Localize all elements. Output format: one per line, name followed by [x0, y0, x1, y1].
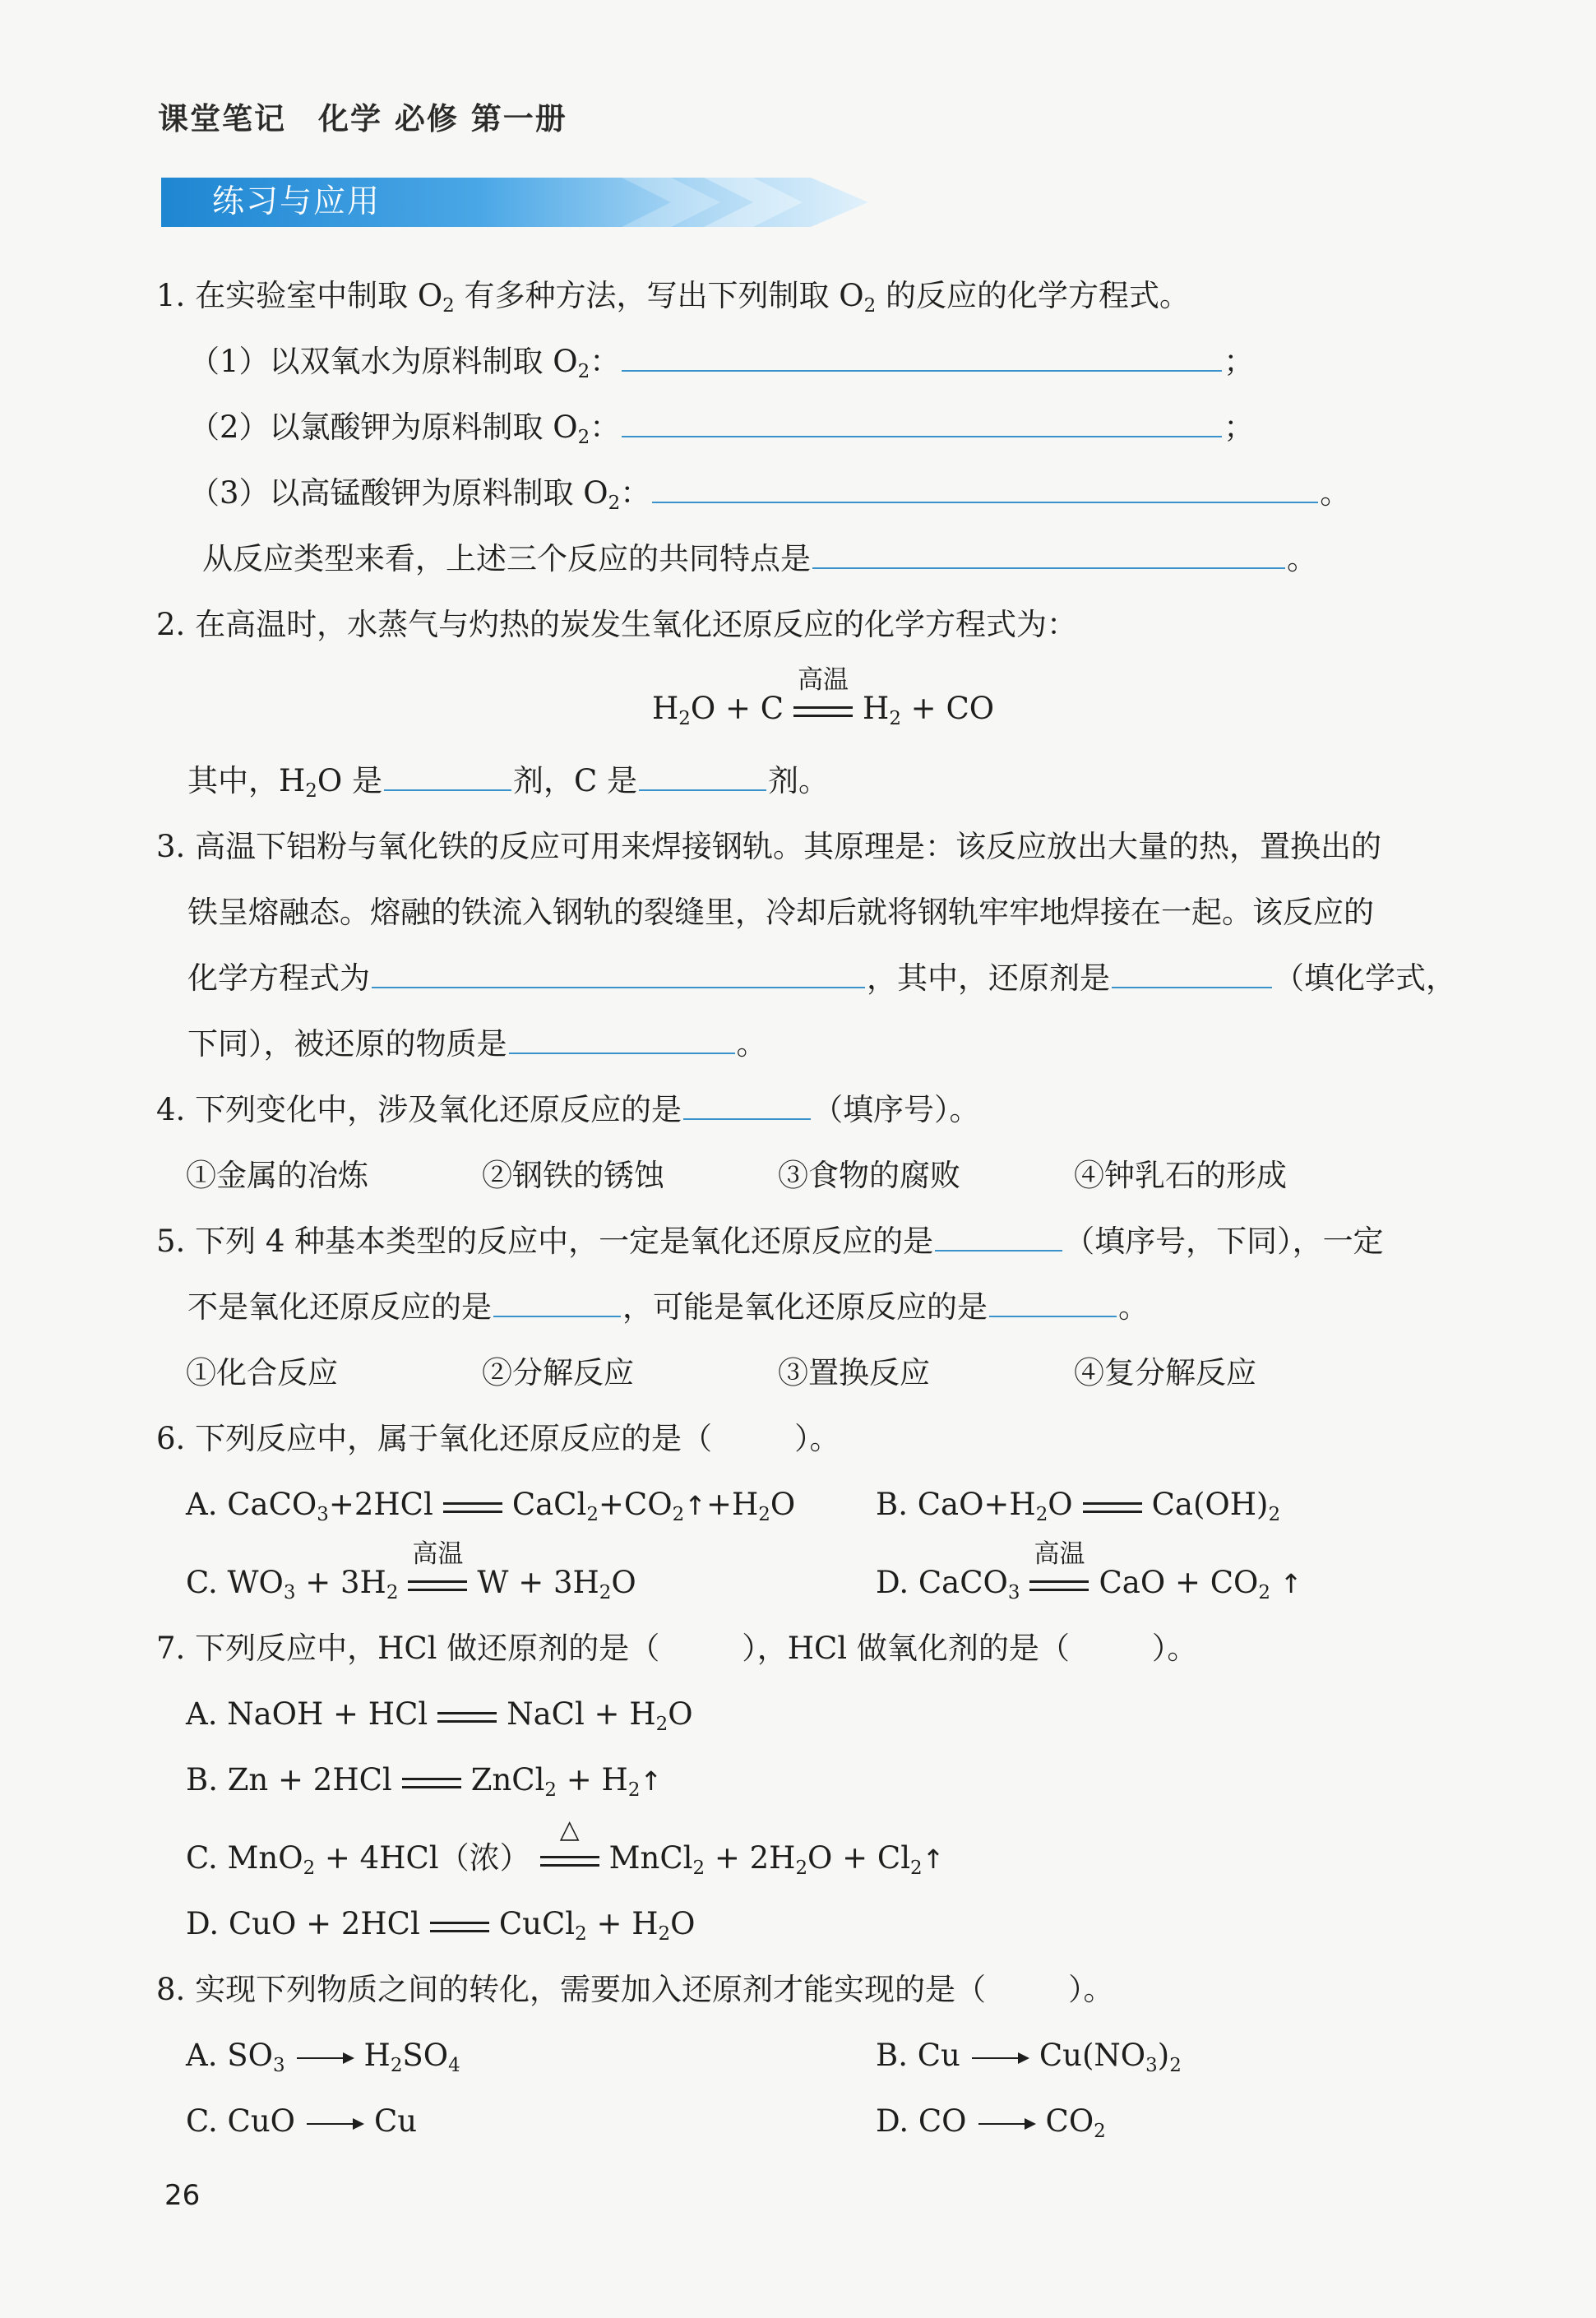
q5-option-4: ④复分解反应 — [1074, 1355, 1256, 1390]
page-number: 26 — [164, 2179, 201, 2212]
q3-line-1: 3. 高温下铝粉与氧化铁的反应可用来焊接钢轨。其原理是：该反应放出大量的热，置换出的 — [156, 829, 1382, 864]
equals-sign — [440, 1495, 506, 1520]
q6-option-b: B. $CaO+H_2O$ $Ca(OH)_2$ — [876, 1487, 1281, 1525]
q7-option-c: C. MnO$_2$ + 4HCl（浓） △ MnCl$_2$ + $2H_2O$ + $Cl_2↑$ — [186, 1814, 945, 1879]
equals-sign-heat — [537, 1814, 603, 1873]
q5-option-3: ③置换反应 — [778, 1355, 930, 1390]
q1-blank-4[interactable] — [812, 534, 1285, 569]
reaction-arrow-icon — [969, 2050, 1031, 2066]
q2-blank-2[interactable] — [639, 756, 766, 791]
gas-arrow-icon: ↑ — [684, 1490, 706, 1521]
gas-arrow-icon: ↑ — [1279, 1568, 1302, 1599]
q1-blank-3[interactable] — [652, 469, 1318, 503]
equals-sign — [399, 1770, 465, 1795]
q4-option-4: ④钟乳石的形成 — [1074, 1158, 1287, 1193]
q3-line-2: 铁呈熔融态。熔融的铁流入钢轨的裂缝里，冷却后就将钢轨牢牢地焊接在一起。该反应的 — [187, 895, 1374, 930]
q3-blank-reduced[interactable] — [509, 1020, 735, 1054]
q7-option-d: D. CuO + 2HCl CuCl$_2$ + $H_2O$ — [186, 1906, 696, 1945]
q8-option-a: A. $SO_3$ $H_2SO_4$ — [186, 2038, 460, 2076]
q4-option-2: ②钢铁的锈蚀 — [482, 1158, 664, 1193]
q1-stem: 1. 在实验室中制取 $O_2$ 有多种方法，写出下列制取 $O_2$ 的反应的化学方程式。 — [156, 278, 1190, 317]
q5-line-2: 不是氧化还原反应的是 ，可能是氧化还原反应的是 。 — [187, 1283, 1149, 1332]
reaction-arrow-icon — [303, 2116, 366, 2132]
equals-sign — [1080, 1495, 1145, 1520]
equals-sign-high-temp: 高温 — [1026, 1573, 1092, 1598]
q1-part2: （2）以氯酸钾为原料制取 $O_2$： ； — [189, 403, 1254, 452]
equals-sign-high-temp: 高温 — [790, 699, 856, 724]
q2-blank-1[interactable] — [384, 756, 511, 791]
q3-blank-reductant[interactable] — [1112, 954, 1272, 988]
reaction-arrow-icon — [975, 2116, 1038, 2132]
q4-stem: 4. 下列变化中，涉及氧化还原反应的是 （填序号）。 — [156, 1085, 980, 1135]
q8-stem: 8. 实现下列物质之间的转化，需要加入还原剂才能实现的是（ ）。 — [156, 1972, 1114, 2007]
q1-part3: （3）以高锰酸钾为原料制取 $O_2$： 。 — [189, 469, 1350, 518]
q1-blank-1[interactable] — [622, 337, 1222, 372]
q8-option-c: C. CuO Cu — [186, 2103, 418, 2139]
q7-stem: 7. 下列反应中，HCl 做还原剂的是（ ），HCl 做氧化剂的是（ ）。 — [156, 1631, 1198, 1666]
gas-arrow-icon: ↑ — [922, 1844, 945, 1875]
q1-blank-2[interactable] — [622, 403, 1222, 437]
equals-sign — [434, 1705, 500, 1729]
q7-option-a: A. NaOH + HCl NaCl + $H_2O$ — [186, 1696, 693, 1735]
equals-sign — [427, 1914, 493, 1939]
q3-line-4: 下同），被还原的物质是 。 — [187, 1020, 767, 1069]
q1-part1: （1）以双氧水为原料制取 $O_2$： ； — [189, 337, 1254, 386]
q2-stem: 2. 在高温时，水蒸气与灼热的炭发生氧化还原反应的化学方程式为： — [156, 607, 1078, 642]
section-title: 练习与应用 — [212, 183, 382, 220]
q5-blank-1[interactable] — [935, 1217, 1062, 1252]
q5-option-1: ①化合反应 — [186, 1355, 338, 1390]
q5-blank-3[interactable] — [989, 1283, 1117, 1317]
q8-option-d: D. CO $CO_2$ — [876, 2103, 1106, 2142]
q7-option-b: B. Zn + 2HCl ZnCl$_2$ + $H_2↑$ — [186, 1762, 663, 1801]
q5-option-2: ②分解反应 — [482, 1355, 634, 1390]
q6-option-d: D. CaCO$_3$ 高温 CaO + $CO_2$ ↑ — [876, 1538, 1302, 1603]
gas-arrow-icon: ↑ — [640, 1765, 663, 1797]
heat-triangle-icon: △ — [559, 1814, 580, 1844]
q3-blank-equation[interactable] — [372, 954, 865, 988]
q2-equation: $H_2O + C$ 高温 $H_2$ + CO — [652, 664, 995, 729]
equals-sign-high-temp: 高温 — [405, 1573, 470, 1598]
q3-line-3: 化学方程式为 ，其中，还原剂是 （填化学式， — [187, 954, 1456, 1003]
q4-blank[interactable] — [683, 1085, 811, 1120]
q5-line-1: 5. 下列 4 种基本类型的反应中，一定是氧化还原反应的是 （填序号，下同），一定 — [156, 1217, 1384, 1266]
page-header: 课堂笔记 化学 必修 第一册 — [158, 101, 567, 136]
q6-option-a: A. CaCO$_3$+2HCl $CaCl_2+CO_2↑+H_2O$ — [186, 1487, 796, 1525]
q6-stem: 6. 下列反应中，属于氧化还原反应的是（ ）。 — [156, 1421, 840, 1456]
q6-option-c: C. $WO_3 + 3H_2$ 高温 $W + 3H_2O$ — [186, 1538, 636, 1603]
q1-summary: 从反应类型来看，上述三个反应的共同特点是 。 — [202, 534, 1317, 584]
q8-option-b: B. Cu $Cu(NO_3)_2$ — [876, 2038, 1182, 2076]
q4-option-1: ①金属的冶炼 — [186, 1158, 368, 1193]
q4-option-3: ③食物的腐败 — [778, 1158, 960, 1193]
reaction-arrow-icon — [294, 2050, 356, 2066]
q2-fill: 其中，$H_2O$ 是 剂，C 是 剂。 — [187, 756, 829, 806]
q5-blank-2[interactable] — [493, 1283, 621, 1317]
